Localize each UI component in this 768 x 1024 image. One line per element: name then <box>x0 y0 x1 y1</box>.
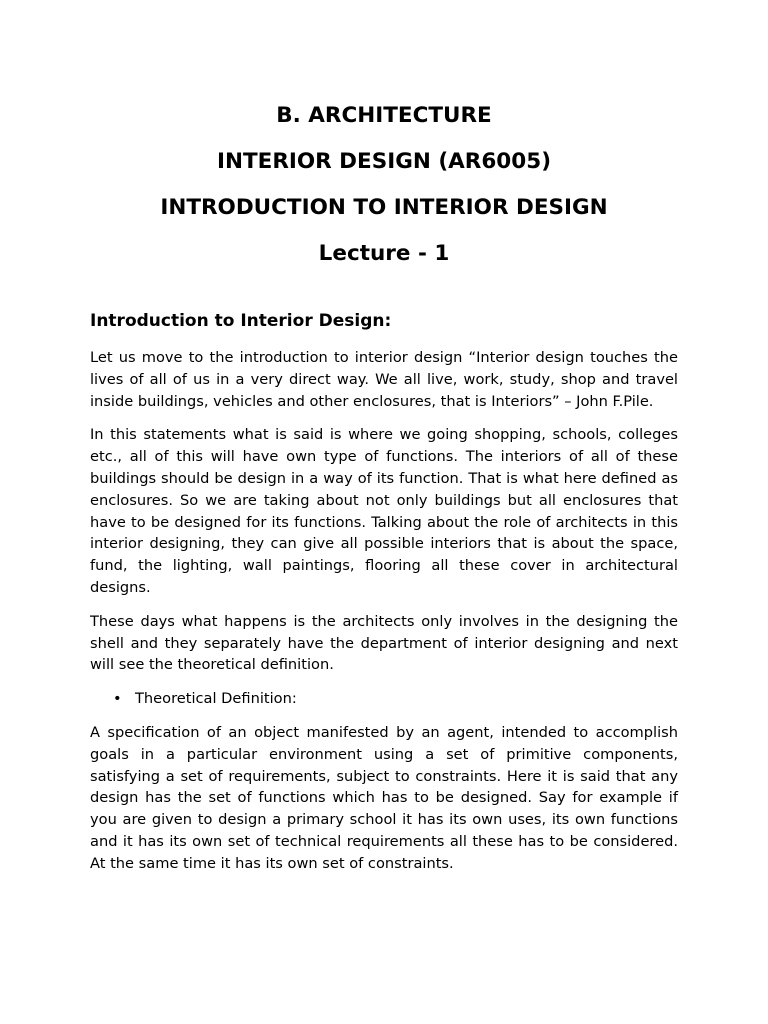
intro-paragraph: Let us move to the introduction to interior design “Interior design touches the lives of all of us in a very direct way. We all live, work, study, shop and travel inside buildings, vehicles and other enclosures, that is Interiors” – John F.Pile. <box>90 349 678 410</box>
course-title: INTERIOR DESIGN (AR6005) <box>216 149 552 174</box>
document-body <box>90 310 678 887</box>
title-block <box>0 93 768 277</box>
topic-title: INTRODUCTION TO INTERIOR DESIGN <box>160 195 608 220</box>
degree-title: B. ARCHITECTURE <box>276 103 492 128</box>
definition-paragraph: A specification of an object manifested by an agent, intended to accomplish goals in a particular environment using a set of primitive components, satisfying a set of requirements, subject to constraints. Here it is said that any design has the set of functions which has to be designed. Say for example if you are given to design a primary school it has its own uses, its own functions and it has its own set of technical requirements all these has to be considered. At the same time it has its own set of constraints. <box>90 723 678 872</box>
bullet-icon: • <box>113 690 122 708</box>
list-item <box>113 688 678 710</box>
architects-paragraph: These days what happens is the architects only involves in the designing the shell and they separately have the department of interior designing and next will see the theoretical definition. <box>90 612 678 674</box>
bullet-list <box>90 688 678 710</box>
bullet-text: Theoretical Definition: <box>135 690 297 708</box>
functions-paragraph: In this statements what is said is where we going shopping, schools, colleges etc., all of this will have own type of functions. The interiors of all of these buildings should be design in a way of its function. That is what here defined as enclosures. So we are taking about not only buildings but all enclosures that have to be designed for its functions. Talking about the role of architects in this interior designing, they can give all possible interiors that is about the space, fund, the lighting, wall paintings, flooring all these cover in architectural designs. <box>90 426 678 596</box>
lecture-number: Lecture - 1 <box>318 241 450 266</box>
section-heading: Introduction to Interior Design: <box>90 311 392 331</box>
